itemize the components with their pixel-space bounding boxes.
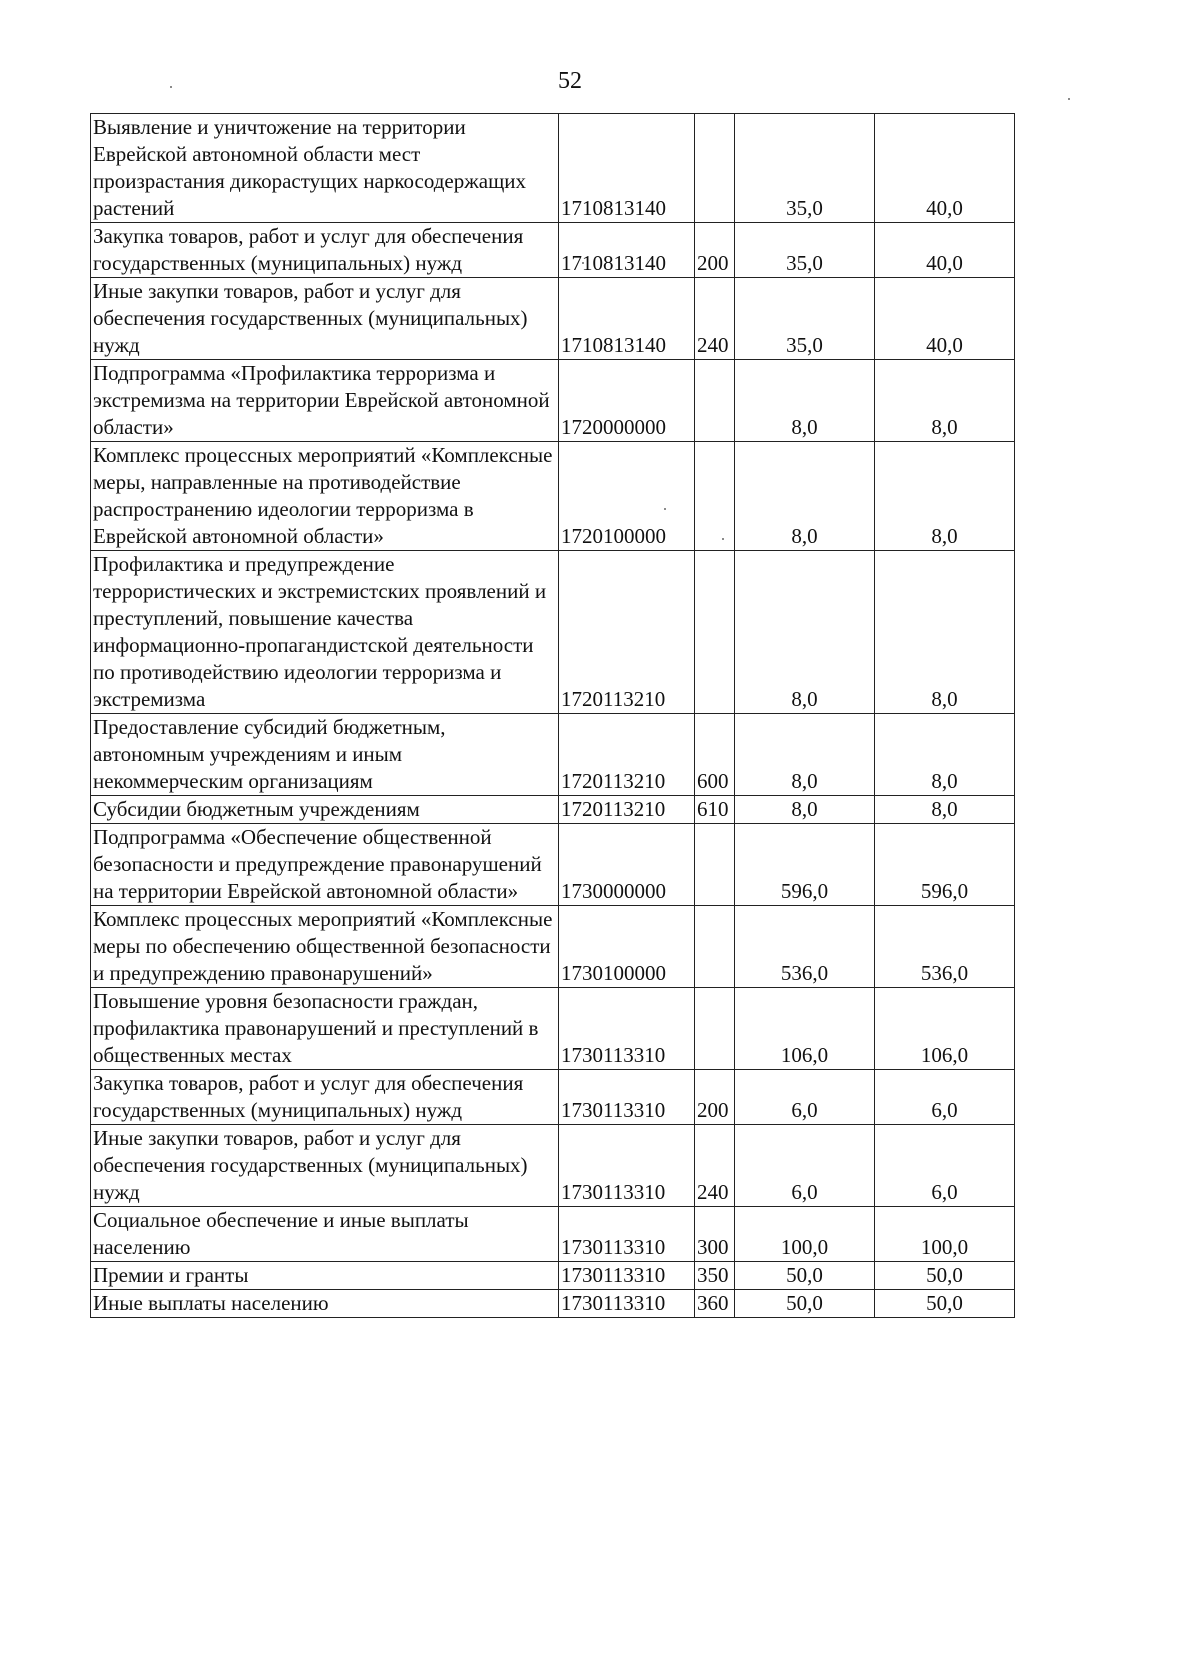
budget-item-name: Комплекс процессных мероприятий «Комплексные меры по обеспечению общественной безопасности и предупреждению правонарушений» bbox=[91, 906, 559, 988]
expense-type-code: 240 bbox=[695, 1125, 735, 1207]
budget-classification-code: 1730100000 bbox=[559, 906, 695, 988]
budget-classification-code: 1720113210 bbox=[559, 796, 695, 824]
budget-item-name: Премии и гранты bbox=[91, 1262, 559, 1290]
amount-year-1: 8,0 bbox=[735, 551, 875, 714]
page-number: 52 bbox=[558, 68, 582, 94]
budget-classification-code: 1710813140 bbox=[559, 278, 695, 360]
amount-year-2: 100,0 bbox=[875, 1207, 1015, 1262]
amount-year-1: 100,0 bbox=[735, 1207, 875, 1262]
table-row bbox=[91, 988, 1015, 1070]
budget-item-name: Закупка товаров, работ и услуг для обеспечения государственных (муниципальных) нужд bbox=[91, 1070, 559, 1125]
expense-type-code: 200 bbox=[695, 1070, 735, 1125]
amount-year-1: 35,0 bbox=[735, 278, 875, 360]
expense-type-code bbox=[695, 824, 735, 906]
scan-speck bbox=[1068, 98, 1070, 100]
budget-classification-code: 1720113210 bbox=[559, 551, 695, 714]
expense-type-code: 350 bbox=[695, 1262, 735, 1290]
expense-type-code bbox=[695, 442, 735, 551]
amount-year-2: 596,0 bbox=[875, 824, 1015, 906]
amount-year-1: 106,0 bbox=[735, 988, 875, 1070]
budget-item-name: Субсидии бюджетным учреждениям bbox=[91, 796, 559, 824]
table-row bbox=[91, 824, 1015, 906]
scan-speck bbox=[170, 86, 172, 88]
amount-year-2: 8,0 bbox=[875, 714, 1015, 796]
table-row bbox=[91, 551, 1015, 714]
budget-classification-code: 1710813140 bbox=[559, 223, 695, 278]
amount-year-2: 40,0 bbox=[875, 114, 1015, 223]
budget-item-name: Иные закупки товаров, работ и услуг для обеспечения государственных (муниципальных) нужд bbox=[91, 278, 559, 360]
table-row bbox=[91, 114, 1015, 223]
amount-year-1: 8,0 bbox=[735, 796, 875, 824]
amount-year-1: 536,0 bbox=[735, 906, 875, 988]
amount-year-2: 50,0 bbox=[875, 1262, 1015, 1290]
budget-item-name: Выявление и уничтожение на территории Еврейской автономной области мест произрастания дикорастущих наркосодержащих растений bbox=[91, 114, 559, 223]
table-row bbox=[91, 442, 1015, 551]
budget-item-name: Комплекс процессных мероприятий «Комплексные меры, направленные на противодействие распространению идеологии терроризма в Еврейской автономной области» bbox=[91, 442, 559, 551]
budget-classification-code: 1720100000 bbox=[559, 442, 695, 551]
table-row bbox=[91, 1125, 1015, 1207]
expense-type-code bbox=[695, 988, 735, 1070]
amount-year-1: 6,0 bbox=[735, 1125, 875, 1207]
budget-classification-code: 1730113310 bbox=[559, 1125, 695, 1207]
amount-year-1: 8,0 bbox=[735, 360, 875, 442]
amount-year-2: 50,0 bbox=[875, 1290, 1015, 1318]
expense-type-code bbox=[695, 551, 735, 714]
budget-classification-code: 1730000000 bbox=[559, 824, 695, 906]
table-row bbox=[91, 906, 1015, 988]
budget-item-name: Иные выплаты населению bbox=[91, 1290, 559, 1318]
table-row bbox=[91, 278, 1015, 360]
budget-table-body bbox=[91, 114, 1015, 1318]
budget-table bbox=[90, 113, 1015, 1318]
budget-classification-code: 1730113310 bbox=[559, 1207, 695, 1262]
amount-year-1: 596,0 bbox=[735, 824, 875, 906]
budget-classification-code: 1730113310 bbox=[559, 1290, 695, 1318]
budget-classification-code: 1730113310 bbox=[559, 988, 695, 1070]
table-row bbox=[91, 796, 1015, 824]
table-row bbox=[91, 1262, 1015, 1290]
amount-year-2: 8,0 bbox=[875, 360, 1015, 442]
expense-type-code: 240 bbox=[695, 278, 735, 360]
amount-year-1: 8,0 bbox=[735, 442, 875, 551]
table-row bbox=[91, 714, 1015, 796]
budget-item-name: Подпрограмма «Профилактика терроризма и экстремизма на территории Еврейской автономной области» bbox=[91, 360, 559, 442]
amount-year-2: 8,0 bbox=[875, 551, 1015, 714]
amount-year-1: 35,0 bbox=[735, 223, 875, 278]
budget-item-name: Подпрограмма «Обеспечение общественной безопасности и предупреждение правонарушений на территории Еврейской автономной области» bbox=[91, 824, 559, 906]
amount-year-2: 40,0 bbox=[875, 278, 1015, 360]
budget-classification-code: 1720113210 bbox=[559, 714, 695, 796]
amount-year-1: 6,0 bbox=[735, 1070, 875, 1125]
table-row bbox=[91, 1207, 1015, 1262]
amount-year-2: 106,0 bbox=[875, 988, 1015, 1070]
table-row bbox=[91, 1290, 1015, 1318]
budget-classification-code: 1730113310 bbox=[559, 1262, 695, 1290]
expense-type-code: 300 bbox=[695, 1207, 735, 1262]
budget-item-name: Социальное обеспечение и иные выплаты населению bbox=[91, 1207, 559, 1262]
expense-type-code bbox=[695, 360, 735, 442]
expense-type-code bbox=[695, 114, 735, 223]
amount-year-2: 8,0 bbox=[875, 442, 1015, 551]
expense-type-code: 200 bbox=[695, 223, 735, 278]
amount-year-2: 536,0 bbox=[875, 906, 1015, 988]
expense-type-code: 360 bbox=[695, 1290, 735, 1318]
budget-item-name: Повышение уровня безопасности граждан, профилактика правонарушений и преступлений в общественных местах bbox=[91, 988, 559, 1070]
amount-year-2: 6,0 bbox=[875, 1070, 1015, 1125]
table-row bbox=[91, 360, 1015, 442]
amount-year-2: 40,0 bbox=[875, 223, 1015, 278]
expense-type-code: 610 bbox=[695, 796, 735, 824]
budget-item-name: Предоставление субсидий бюджетным, автономным учреждениям и иным некоммерческим организациям bbox=[91, 714, 559, 796]
table-row bbox=[91, 1070, 1015, 1125]
amount-year-2: 6,0 bbox=[875, 1125, 1015, 1207]
amount-year-1: 8,0 bbox=[735, 714, 875, 796]
budget-item-name: Закупка товаров, работ и услуг для обеспечения государственных (муниципальных) нужд bbox=[91, 223, 559, 278]
amount-year-1: 35,0 bbox=[735, 114, 875, 223]
amount-year-2: 8,0 bbox=[875, 796, 1015, 824]
amount-year-1: 50,0 bbox=[735, 1290, 875, 1318]
budget-item-name: Профилактика и предупреждение террористических и экстремистских проявлений и преступлений, повышение качества информационно-пропагандистской деятельности по противодействию идеологии терроризма и экстремизма bbox=[91, 551, 559, 714]
budget-classification-code: 1730113310 bbox=[559, 1070, 695, 1125]
expense-type-code bbox=[695, 906, 735, 988]
table-row bbox=[91, 223, 1015, 278]
budget-classification-code: 1720000000 bbox=[559, 360, 695, 442]
expense-type-code: 600 bbox=[695, 714, 735, 796]
amount-year-1: 50,0 bbox=[735, 1262, 875, 1290]
budget-item-name: Иные закупки товаров, работ и услуг для обеспечения государственных (муниципальных) нужд bbox=[91, 1125, 559, 1207]
budget-classification-code: 1710813140 bbox=[559, 114, 695, 223]
